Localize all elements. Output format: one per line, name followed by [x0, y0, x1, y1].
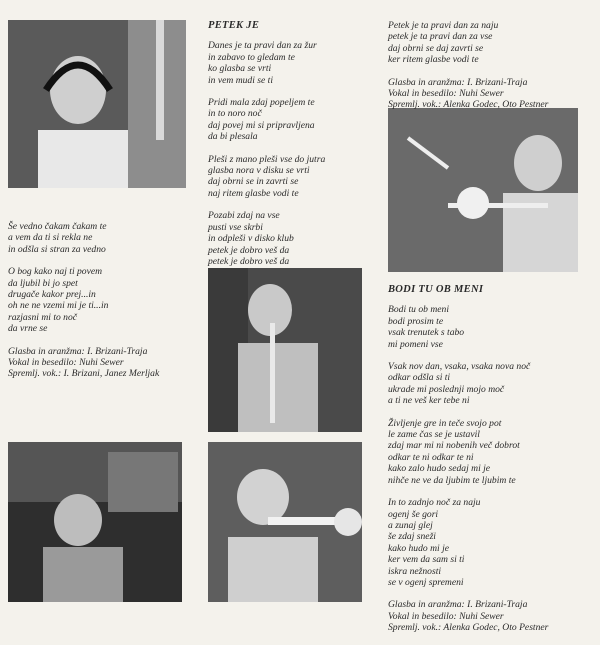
lyric-line: nihče ne ve da ljubim te ljubim te [388, 474, 516, 486]
lyric-line: in odšla si stran za vedno [8, 243, 106, 255]
lyric-line: še zdaj sneži [388, 531, 436, 543]
lyric-line: daj povej mi si pripravljena [208, 119, 315, 131]
credit-line: Spremlj. vok.: Alenka Godec, Oto Pestner [388, 99, 549, 111]
lyric-line: Pridi mala zdaj popeljem te [208, 97, 315, 109]
lyric-line: da vrne se [8, 323, 48, 335]
credit-line: Glasba in aranžma: I. Brizani-Traja [388, 76, 528, 88]
lyric-line: a vem da ti si rekla ne [8, 232, 93, 244]
credit-line: Glasba in aranžma: I. Brizani-Traja [388, 599, 528, 611]
lyric-line: Pleši z mano pleši vse do jutra [208, 153, 326, 165]
lyric-line: zdaj mar mi ni nobenih več dobrot [388, 440, 520, 452]
lyric-line: bodi prosim te [388, 315, 444, 327]
lyric-line: odkar odšla si ti [388, 372, 451, 384]
lyric-line: glasba nora v disku se vrti [208, 165, 310, 177]
lyric-line: ogenj še gori [388, 508, 439, 520]
lyric-line: odkar te ni odkar te ni [388, 451, 474, 463]
lyrics-continuation-left [8, 221, 159, 391]
lyric-line: petek je dobro veš da [208, 255, 290, 267]
lyric-line: da ljubil bi jo spet [8, 277, 78, 289]
credit-line: Spremlj. vok.: I. Brizani, Janez Merljak [8, 368, 160, 380]
lyric-line: daj obrni se in zavrti se [208, 176, 299, 188]
song-petek-je-end [388, 20, 548, 122]
lyric-line: a ti ne veš ker tebe ni [388, 395, 470, 407]
lyric-line: razjasni mi to noč [8, 311, 78, 323]
lyric-line: iskra nežnosti [388, 565, 442, 577]
lyric-line: in vem mudi se ti [208, 74, 274, 86]
lyric-line: ker ritem glasbe vodi te [388, 54, 479, 66]
lyric-line: Danes je ta pravi dan za žur [208, 40, 317, 52]
photo-sax-player [208, 268, 362, 432]
lyric-line: kako zalo hudo sedaj mi je [388, 463, 491, 475]
lyric-line: in zabavo to gledam te [208, 51, 295, 63]
lyric-line: le zame čas se je ustavil [388, 429, 480, 441]
photo-trumpet-player [208, 442, 362, 602]
lyric-line: pusti vse skrbi [208, 221, 263, 233]
lyric-line: Bodi tu ob meni [388, 304, 450, 316]
lyric-line: O bog kako naj ti povem [8, 266, 103, 278]
lyric-line: oh ne ne vzemi mi je ti...in [8, 300, 109, 312]
lyric-line: drugače kakor prej...in [8, 289, 96, 301]
lyric-line: a zunaj glej [388, 519, 433, 531]
lyric-line: Petek je ta pravi dan za naju [388, 20, 499, 31]
lyric-line: naj ritem glasbe vodi te [208, 187, 299, 199]
lyric-line: mi pomeni vse [388, 338, 443, 350]
lyric-line: ukrade mi poslednji mojo moč [388, 383, 505, 395]
lyric-line: ker vem da sam si ti [388, 554, 465, 566]
credit-line: Spremlj. vok.: Alenka Godec, Oto Pestner [388, 622, 549, 634]
lyric-line: daj obrni se daj zavrti se [388, 42, 484, 54]
lyric-line: petek je ta pravi dan za vse [388, 31, 493, 43]
lyric-line: Še vedno čakam čakam te [8, 221, 107, 232]
lyric-line: in to noro noč [208, 108, 262, 120]
credit-line: Vokal in besedilo: Nuhi Sewer [388, 88, 504, 100]
lyric-line: kako hudo mi je [388, 542, 450, 554]
lyric-line: In to zadnjo noč za naju [388, 497, 481, 509]
lyric-line: da bi plesala [208, 131, 258, 143]
photo-singer-headphones [8, 20, 186, 188]
lyric-line: ko glasba se vrti [208, 63, 272, 75]
lyric-line: vsak trenutek s tabo [388, 327, 465, 339]
lyric-line: Življenje gre in teče svojo pot [388, 417, 502, 429]
song-title: PETEK JE [208, 20, 260, 31]
lyric-line: se v ogenj spremeni [388, 576, 464, 588]
photo-studio-engineer [8, 442, 182, 602]
lyric-line: in odpleši v disko klub [208, 233, 294, 245]
credit-line: Glasba in aranžma: I. Brizani-Traja [8, 345, 148, 357]
lyric-line: Vsak nov dan, vsaka, vsaka nova noč [388, 361, 531, 373]
lyric-line: petek je dobro veš da [208, 244, 290, 256]
lyric-line: Pozabi zdaj na vse [208, 210, 280, 222]
credit-line: Vokal in besedilo: Nuhi Sewer [8, 357, 124, 369]
song-title: BODI TU OB MENI [388, 284, 484, 295]
credit-line: Vokal in besedilo: Nuhi Sewer [388, 610, 504, 622]
photo-trombone-player [388, 108, 578, 272]
song-bodi-tu-ob-meni [388, 284, 548, 645]
song-petek-je [208, 20, 325, 278]
